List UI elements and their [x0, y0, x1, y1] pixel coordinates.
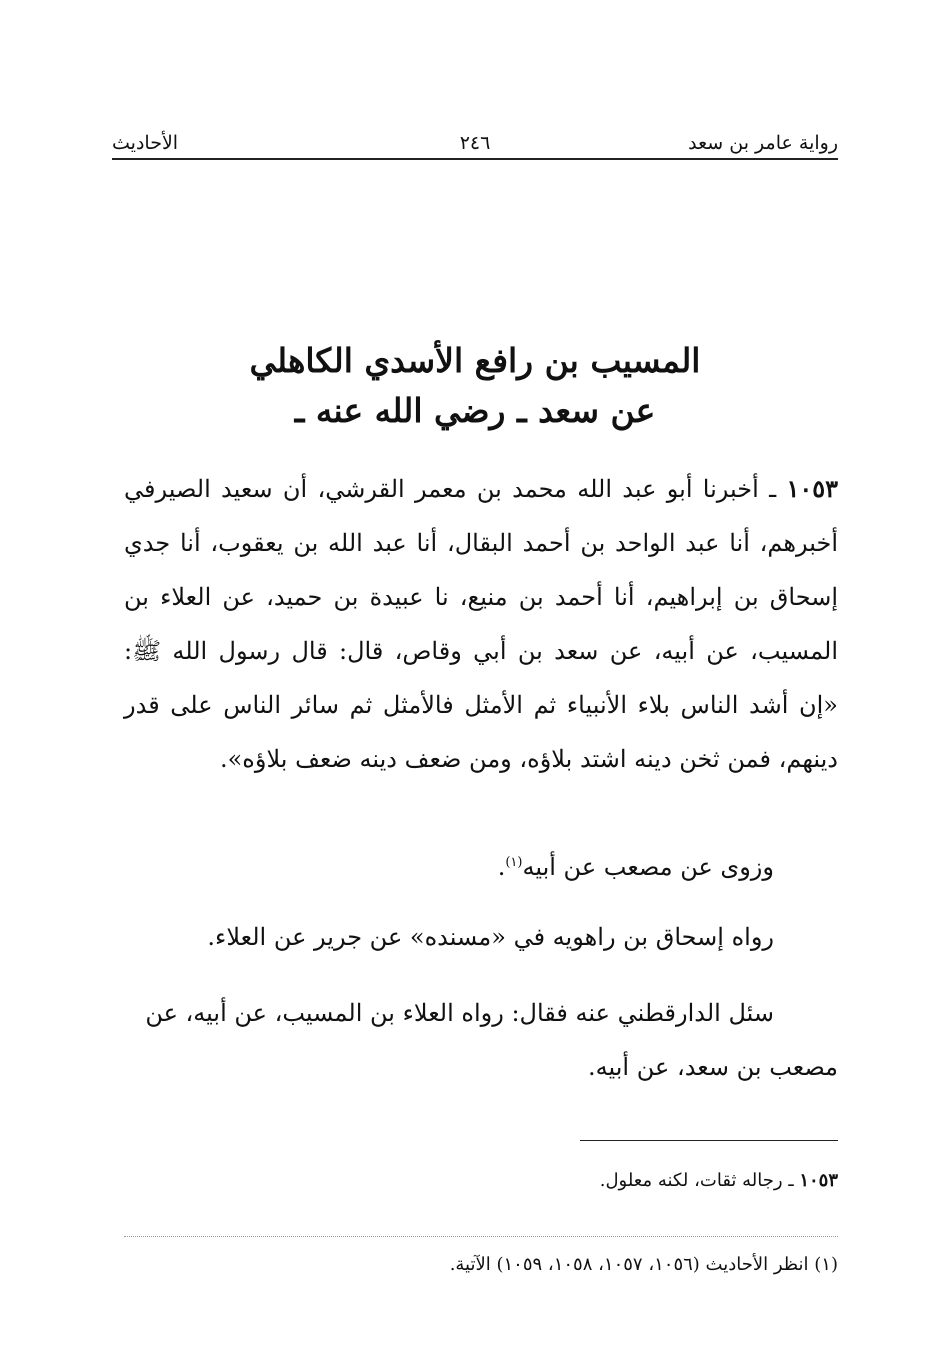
header-rule: [112, 158, 838, 160]
narration-text: وزوى عن مصعب عن أبيه: [522, 853, 774, 881]
footnote-hadith: [124, 1166, 838, 1196]
hadith-number: ١٠٥٣: [786, 474, 838, 503]
hadith-text: [124, 462, 838, 786]
chapter-title-line-1: المسيب بن رافع الأسدي الكاهلي: [249, 341, 701, 380]
running-header-book: الأحاديث: [112, 132, 179, 154]
footnote-hadith-number: ١٠٥٣: [799, 1170, 838, 1191]
narration-end: .: [497, 853, 506, 881]
chapter-title: [112, 336, 838, 436]
footnote-marker: (١): [505, 855, 523, 870]
running-header: [112, 128, 838, 158]
footnote-hadith-text: ـ رجاله ثقات، لكنه معلول.: [599, 1170, 794, 1191]
daraqutni-paragraph: سئل الدارقطني عنه فقال: رواه العلاء بن المسيب، عن أبيه، عن مصعب بن سعد، عن أبيه.: [145, 999, 838, 1081]
narration-note-paragraph: [124, 836, 838, 894]
running-header-section: رواية عامر بن سعد: [688, 132, 838, 154]
footnote-1: (١) انظر الأحاديث (١٠٥٦، ١٠٥٧، ١٠٥٨، ١٠٥٩) الآتية.: [449, 1254, 838, 1275]
takhrij-paragraph: رواه إسحاق بن راهويه في «مسنده» عن جرير عن العلاء.: [207, 923, 774, 951]
page-number: ٢٤٦: [459, 132, 491, 154]
footnote-rule: [580, 1140, 838, 1141]
footnote-divider: [124, 1236, 838, 1237]
hadith-content: ـ أخبرنا أبو عبد الله محمد بن معمر القرشي، أن سعيد الصيرفي أخبرهم، أنا عبد الواحد بن أحمد البقال، أنا عبد الله بن يعقوب، أنا جدي إسحاق بن إبراهيم، أنا أحمد بن منيع، نا عبيدة بن حميد، عن العلاء بن المسيب، عن أبيه، عن سعد بن أبي وقاص، قال: قال رسول الله ﷺ: «إن أشد الناس بلاء الأنبياء ثم الأمثل فالأمثل ثم سائر الناس على قدر دينهم، فمن ثخن دينه اشتد بلاؤه، ومن ضعف دينه ضعف بلاؤه».: [124, 475, 838, 773]
chapter-title-line-2: عن سعد ـ رضي الله عنه ـ: [294, 391, 656, 430]
